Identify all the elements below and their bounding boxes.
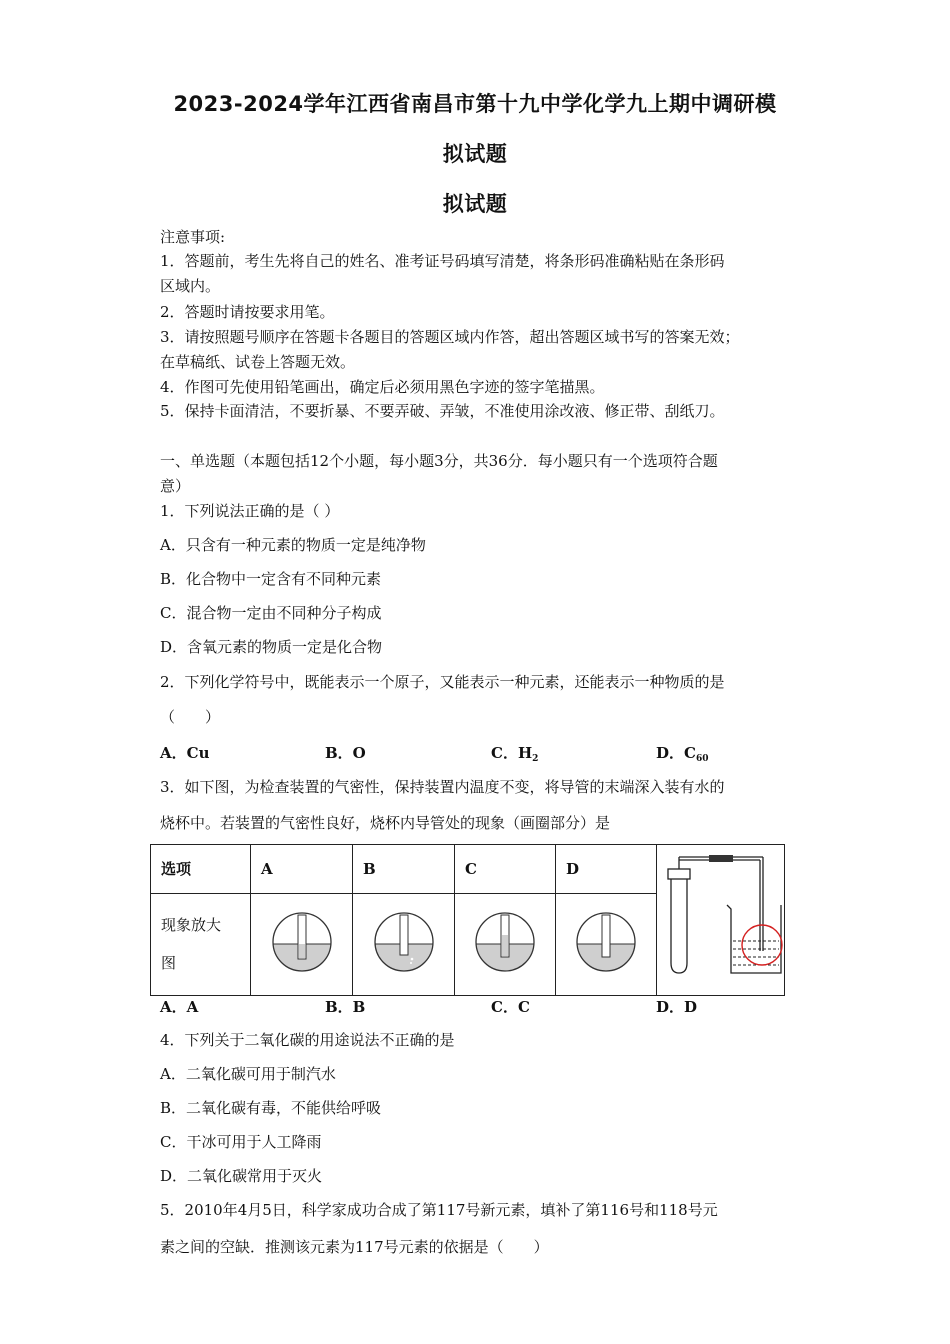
magnified-view-a: [251, 893, 353, 995]
title-line-2: 拟试题: [442, 142, 508, 166]
table-head-a: A: [251, 845, 353, 894]
q1-stem: 1．下列说法正确的是（ ）: [160, 502, 340, 520]
notice-item: 1．答题前，考生先将自己的姓名、准考证号码填写清楚，将条形码准确粘贴在条形码: [160, 252, 725, 270]
q4-option-d: D．二氧化碳常用于灭火: [160, 1167, 323, 1185]
table-head-b: B: [353, 845, 455, 894]
q4-option-a: A．二氧化碳可用于制汽水: [160, 1065, 336, 1083]
q2-option-c: C．$H_2$: [491, 744, 539, 764]
table-row-label: [151, 893, 251, 995]
notice-item: 5．保持卡面清洁，不要折暴、不要弄破、弄皱，不准使用涂改液、修正带、刮纸刀。: [160, 402, 725, 420]
notice-heading: 注意事项:: [160, 228, 226, 246]
q2-paren: （ ）: [160, 708, 221, 726]
notice-item: 在草稿纸、试卷上答题无效。: [160, 353, 356, 371]
notice-item: 4．作图可先使用铅笔画出，确定后必须用黑色字迹的签字笔描黑。: [160, 378, 605, 396]
table-head-d: D: [556, 845, 657, 894]
q2-option-b: B．O: [325, 744, 366, 762]
q3-stem-1: 3．如下图，为检查装置的气密性，保持装置内温度不变，将导管的末端深入装有水的: [160, 778, 725, 796]
notice-item: 3．请按照题号顺序在答题卡各题目的答题区域内作答，超出答题区域书写的答案无效；: [160, 328, 740, 346]
q3-option-b: B．B: [325, 998, 366, 1016]
highlight-circle: [742, 925, 782, 965]
q4-option-c: C．干冰可用于人工降雨: [160, 1133, 322, 1151]
table-head-label: 选项: [151, 845, 251, 894]
table-head-c: C: [455, 845, 556, 894]
row-label-line-1: 现象放大: [161, 916, 222, 935]
magnified-view-d: [556, 893, 657, 995]
q4-option-b: B．二氧化碳有毒，不能供给呼吸: [160, 1099, 382, 1117]
q1-option-d: D．含氧元素的物质一定是化合物: [160, 638, 383, 656]
q3-option-d: D．D: [656, 998, 698, 1016]
q4-stem: 4．下列关于二氧化碳的用途说法不正确的是: [160, 1031, 455, 1049]
notice-item: 2．答题时请按要求用笔。: [160, 303, 335, 321]
magnified-view-c: [455, 893, 556, 995]
q5-stem-2: 素之间的空缺．推测该元素为117号元素的依据是（ ）: [160, 1238, 549, 1256]
q5-stem-1: 5．2010年4月5日，科学家成功合成了第117号新元素，填补了第116号和118号元: [160, 1201, 718, 1219]
q1-option-b: B．化合物中一定含有不同种元素: [160, 570, 382, 588]
q3-stem-2: 烧杯中。若装置的气密性良好，烧杯内导管处的现象（画圈部分）是: [160, 814, 611, 832]
apparatus-illustration: [657, 845, 784, 991]
q3-options-table: [150, 844, 785, 996]
q1-option-a: A．只含有一种元素的物质一定是纯净物: [160, 536, 426, 554]
q2-option-d: D．$C_{60}$: [656, 744, 709, 764]
q2-option-a: A．Cu: [160, 744, 210, 762]
q1-option-c: C．混合物一定由不同种分子构成: [160, 604, 382, 622]
section-heading-1: 一、单选题（本题包括12个小题，每小题3分，共36分．每小题只有一个选项符合题: [160, 452, 718, 470]
q3-option-a: A．A: [160, 998, 199, 1016]
notice-item: 区域内。: [160, 277, 221, 295]
q2-stem: 2．下列化学符号中，既能表示一个原子，又能表示一种元素，还能表示一种物质的是: [160, 673, 725, 691]
apparatus-diagram: [657, 845, 785, 996]
magnified-view-b: [353, 893, 455, 995]
title-line-3: 拟试题: [442, 192, 508, 216]
title-line-1: 2023-2024学年江西省南昌市第十九中学化学九上期中调研模: [173, 92, 777, 116]
row-label-line-2: 图: [161, 954, 177, 973]
q3-option-c: C．C: [491, 998, 530, 1016]
section-heading-2: 意）: [160, 477, 191, 495]
